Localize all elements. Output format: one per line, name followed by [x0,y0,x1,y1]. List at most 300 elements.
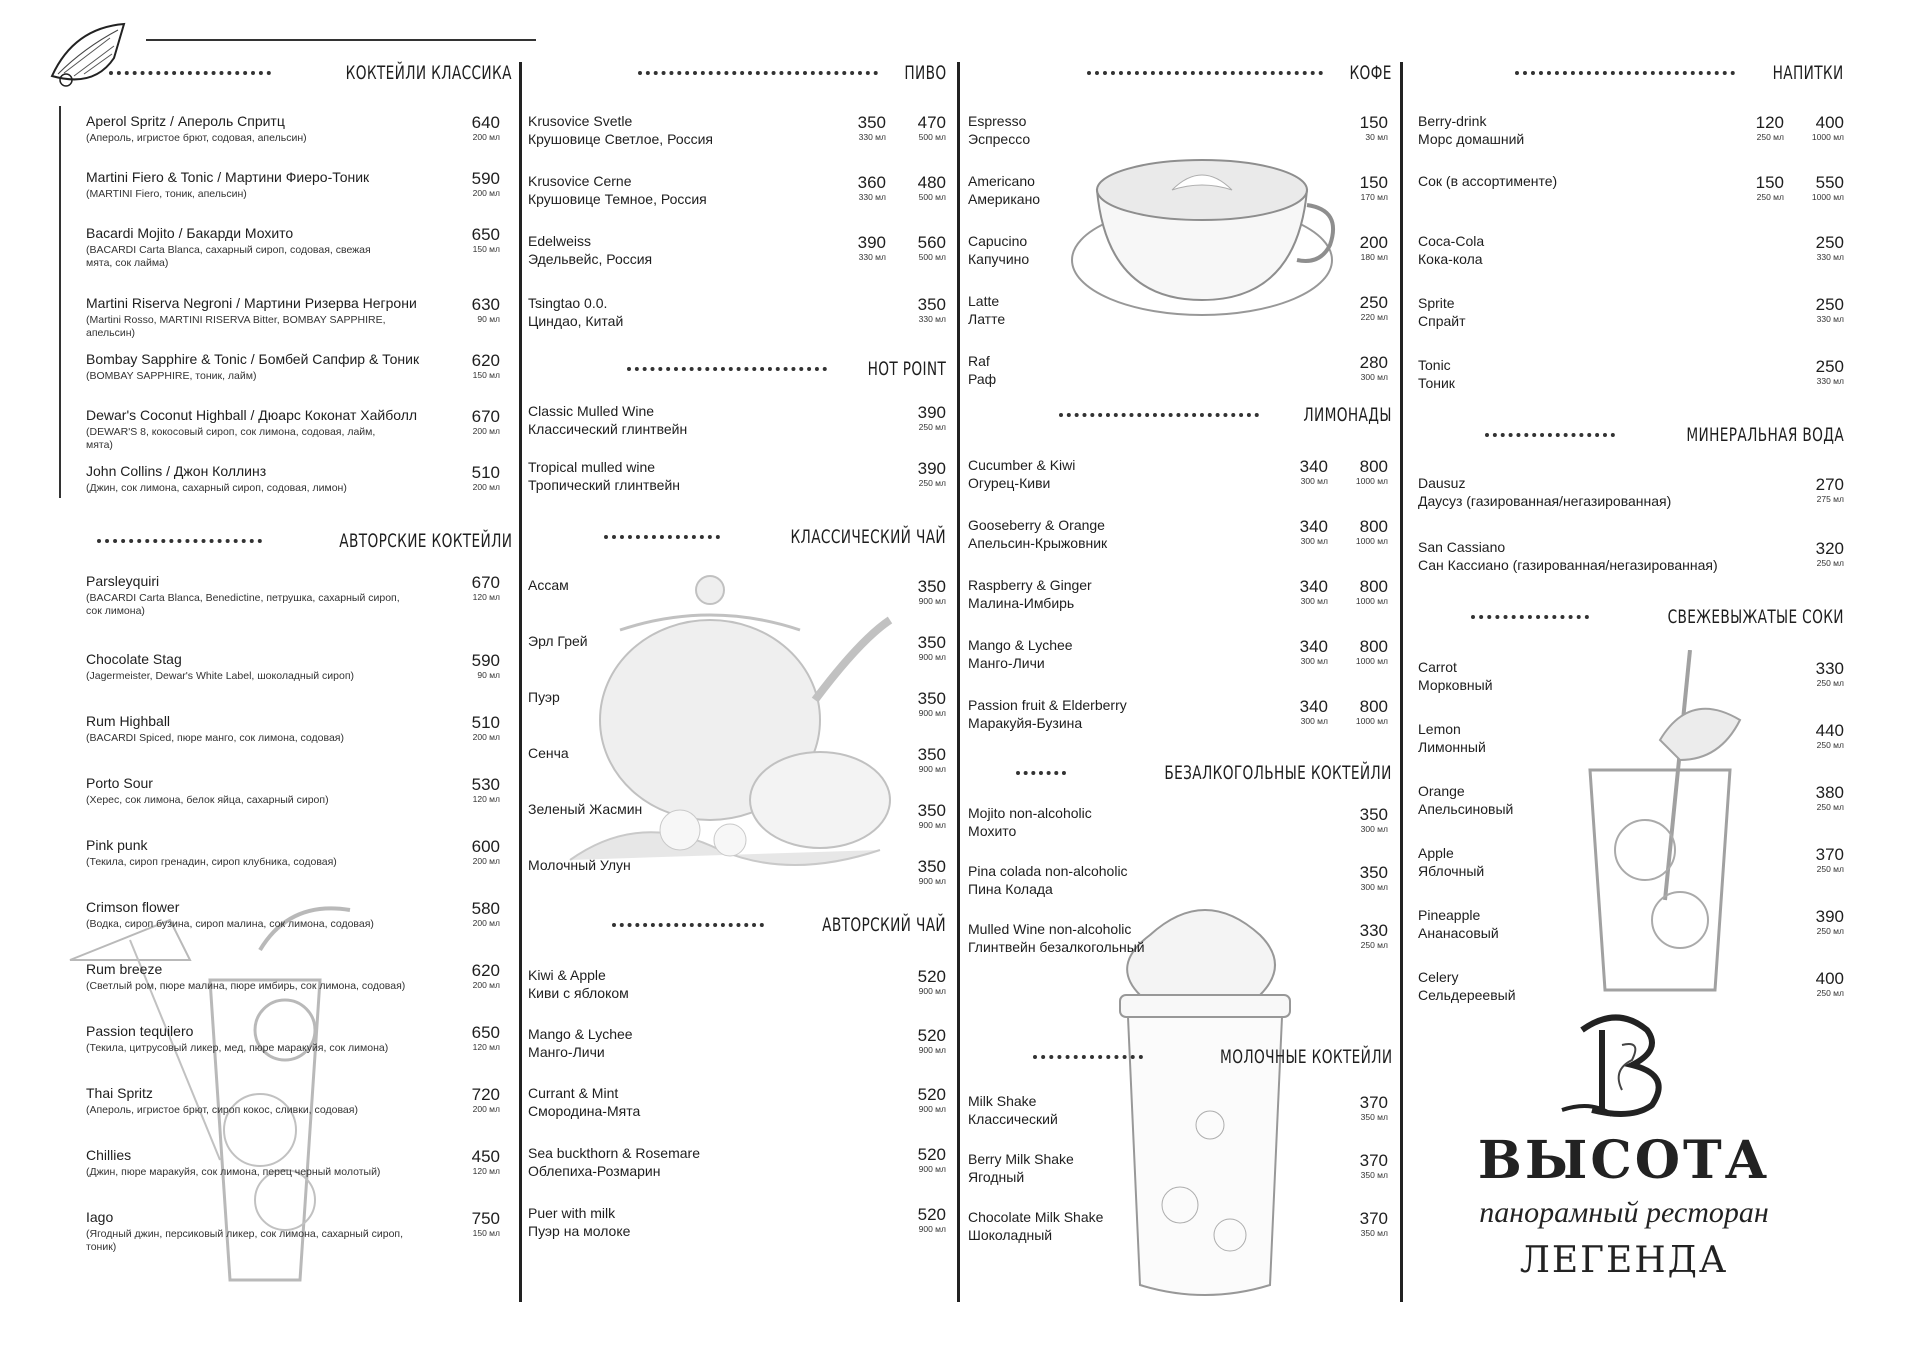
price-value: 250 [1815,295,1844,314]
price-value: 800 [1359,457,1388,476]
price [446,114,500,142]
price-value: 340 [1299,517,1328,536]
item-name: Apple [1418,845,1454,861]
teapot-illustration [560,560,920,880]
price-value: 280 [1359,353,1388,372]
menu-item [528,1144,946,1180]
price [1274,578,1328,606]
price-value: 370 [1359,1151,1388,1170]
price-value: 350 [1359,805,1388,824]
price [1334,518,1388,546]
item-name: Chillies [86,1147,132,1163]
price-value: 520 [917,1085,946,1104]
volume: 900 мл [918,652,946,662]
price [1790,846,1844,874]
section-title: HOT POINT [867,358,946,380]
price-value: 650 [471,225,500,244]
volume: 900 мл [918,820,946,830]
item-name: San Cassiano [1418,539,1506,555]
price [892,1086,946,1114]
logo-monogram-icon [1552,1010,1682,1120]
price-value: 340 [1299,637,1328,656]
item-name: Crimson flower [86,899,180,915]
price-value: 800 [1359,517,1388,536]
item-name: Sprite [1418,295,1455,311]
heading-dots [638,71,878,75]
item-description: (Martini Rosso, MARTINI RISERVA Bitter, BOMBAY SAPPHIRE, апельсин) [86,314,386,339]
price [446,962,500,990]
volume: 275 мл [1816,494,1844,504]
heading-dots [1033,1055,1143,1059]
menu-item [968,352,1392,388]
juice-glass-illustration [1570,650,1750,1000]
volume: 330 мл [1816,314,1844,324]
menu-item [86,224,512,270]
volume: 1000 мл [1355,596,1388,606]
price-value: 390 [917,459,946,478]
price-value: 750 [471,1209,500,1228]
item-name: Pina colada non-alcoholic [968,863,1128,879]
price [1790,784,1844,812]
price [446,1086,500,1114]
price-value: 530 [471,775,500,794]
price-value: 800 [1359,637,1388,656]
item-name: Молочный Улун [528,857,631,873]
item-name: Mojito non-alcoholic [968,805,1092,821]
item-name: Пуэр [528,689,560,705]
price [1790,234,1844,262]
volume: 120 мл [472,592,500,602]
menu-item [528,688,946,718]
price [1334,864,1388,892]
volume: 200 мл [472,482,500,492]
section-heading-milkshakes [968,1044,1392,1070]
menu-item [1418,112,1844,148]
menu-item [1418,356,1844,392]
price-value: 200 [1359,233,1388,252]
volume: 350 мл [1360,1228,1388,1238]
menu-item [528,966,946,1002]
price [1790,722,1844,750]
menu-item [1418,538,1844,574]
section-title: КОФЕ [1349,62,1392,84]
item-name-ru: Классический глинтвейн [528,421,688,437]
item-name: Carrot [1418,659,1457,675]
item-name-ru: Апельсиновый [1418,801,1514,817]
item-name: Krusovice Svetle [528,113,633,129]
menu-item [528,112,946,148]
volume: 1000 мл [1811,132,1844,142]
price [446,900,500,928]
menu-item [86,1022,512,1055]
item-name: Berry Milk Shake [968,1151,1074,1167]
price-value: 580 [471,899,500,918]
volume: 250 мл [1816,678,1844,688]
menu-item [528,856,946,886]
volume: 330 мл [1816,376,1844,386]
price [832,114,886,142]
item-description: (DEWAR'S 8, кокосовый сироп, сок лимона, содовая, лайм, мята) [86,426,376,451]
price-value: 120 [1755,113,1784,132]
price-value: 350 [917,295,946,314]
item-name-ru: Ягодный [968,1169,1025,1185]
item-name: Pineapple [1418,907,1481,923]
volume: 900 мл [918,986,946,996]
price [1274,638,1328,666]
menu-item [968,1208,1392,1244]
section-heading-nonalc_cocktails [968,760,1392,786]
volume: 1000 мл [1811,192,1844,202]
column-divider-3 [1400,62,1403,1302]
volume: 200 мл [472,980,500,990]
item-name: Chocolate Milk Shake [968,1209,1104,1225]
volume: 200 мл [472,1104,500,1114]
item-description: (MARTINI Fiero, тоник, апельсин) [86,188,247,200]
volume: 330 мл [918,314,946,324]
top-rule [146,39,536,41]
price [1334,234,1388,262]
logo-subtitle: панорамный ресторан [1479,1196,1769,1229]
price-value: 520 [917,967,946,986]
item-name: Puer with milk [528,1205,616,1221]
menu-item [86,1146,512,1179]
price [1334,1152,1388,1180]
item-name-ru: Пина Колада [968,881,1053,897]
item-name: Tonic [1418,357,1451,373]
price-value: 340 [1299,457,1328,476]
item-name-ru: Глинтвейн безалкогольный [968,939,1145,955]
item-name-ru: Яблочный [1418,863,1485,879]
price [892,404,946,432]
section-title: МОЛОЧНЫЕ КОКТЕЙЛИ [1219,1046,1392,1068]
column-divider-1 [519,62,522,1302]
price [1790,540,1844,568]
menu-item [528,576,946,606]
volume: 330 мл [858,252,886,262]
item-name: Ассам [528,577,569,593]
menu-item [528,402,946,438]
price-value: 340 [1299,697,1328,716]
volume: 330 мл [858,192,886,202]
menu-item [1418,232,1844,268]
classic-cocktails-side-rule [59,106,61,498]
item-name: Rum breeze [86,961,163,977]
volume: 300 мл [1300,656,1328,666]
item-name: Raspberry & Ginger [968,577,1092,593]
price-value: 150 [1755,173,1784,192]
menu-item [528,458,946,494]
section-title: СВЕЖЕВЫЖАТЫЕ СОКИ [1667,606,1844,628]
price [892,1027,946,1055]
section-title: АВТОРСКИЙ ЧАЙ [822,914,946,936]
item-description: (Херес, сок лимона, белок яйца, сахарный сироп) [86,794,329,806]
volume: 150 мл [472,244,500,254]
price-value: 370 [1359,1209,1388,1228]
item-name-ru: Тоник [1418,375,1455,391]
volume: 900 мл [918,1164,946,1174]
volume: 30 мл [1365,132,1388,142]
heading-dots [97,539,262,543]
volume: 220 мл [1360,312,1388,322]
price [892,968,946,996]
volume: 250 мл [1816,802,1844,812]
item-name: Latte [968,293,1000,309]
section-title: АВТОРСКИЕ КОКТЕЙЛИ [338,530,512,552]
item-description: (BACARDI Spiced, пюре манго, сок лимона, содовая) [86,732,344,744]
price [1274,698,1328,726]
price [1790,970,1844,998]
section-heading-mineral_water [1418,422,1844,448]
item-name: Tsingtao 0.0. [528,295,608,311]
price [832,234,886,262]
price-value: 800 [1359,577,1388,596]
item-name-ru: Циндао, Китай [528,313,624,329]
item-name: Rum Highball [86,713,171,729]
heading-dots [612,923,764,927]
price [446,1024,500,1052]
item-name: Эрл Грей [528,633,588,649]
section-heading-cocktails_author [86,528,512,554]
price [446,776,500,804]
price [1730,174,1784,202]
volume: 500 мл [918,132,946,142]
item-name-ru: Спрайт [1418,313,1466,329]
item-name: Edelweiss [528,233,592,249]
item-name: Capucino [968,233,1028,249]
price [892,1146,946,1174]
item-name-ru: Манго-Личи [968,655,1045,671]
menu-item [1418,474,1844,510]
menu-item [86,898,512,931]
item-name: Iago [86,1209,114,1225]
price [892,114,946,142]
item-name: Mango & Lychee [968,637,1073,653]
price-value: 590 [471,651,500,670]
item-description: (Джин, пюре маракуйя, сок лимона, перец черный молотый) [86,1166,381,1178]
item-name: Currant & Mint [528,1085,619,1101]
item-name-ru: Мохито [968,823,1017,839]
price [1790,660,1844,688]
section-title: КОКТЕЙЛИ КЛАССИКА [345,62,512,84]
volume: 250 мл [1816,558,1844,568]
price [1334,354,1388,382]
price [892,634,946,662]
menu-item [528,294,946,330]
menu-item [968,292,1392,328]
volume: 350 мл [1360,1112,1388,1122]
volume: 1000 мл [1355,656,1388,666]
price [446,408,500,436]
price [446,296,500,324]
volume: 900 мл [918,876,946,886]
volume: 200 мл [472,856,500,866]
price-value: 350 [917,745,946,764]
price-value: 320 [1815,539,1844,558]
item-name: Passion fruit & Elderberry [968,697,1127,713]
volume: 250 мл [1816,864,1844,874]
menu-item [1418,906,1844,942]
menu-item [968,862,1392,898]
item-name-ru: Даусуз (газированная/негазированная) [1418,493,1672,509]
item-name: Classic Mulled Wine [528,403,655,419]
price-value: 450 [471,1147,500,1166]
volume: 500 мл [918,192,946,202]
heading-dots [1515,71,1735,75]
price-value: 370 [1815,845,1844,864]
price-value: 270 [1815,475,1844,494]
price-value: 380 [1815,783,1844,802]
restaurant-logo [1434,1010,1814,1290]
menu-item [1418,844,1844,880]
item-name: Aperol Spritz / Апероль Спритц [86,113,285,129]
menu-item [1418,720,1844,756]
price-value: 400 [1815,969,1844,988]
price-value: 560 [917,233,946,252]
menu-item [528,744,946,774]
price-value: 670 [471,407,500,426]
volume: 250 мл [1816,988,1844,998]
column-divider-2 [957,62,960,1302]
menu-item [528,1084,946,1120]
item-name-ru: Лимонный [1418,739,1486,755]
heading-dots [1059,413,1259,417]
volume: 250 мл [1756,132,1784,142]
volume: 300 мл [1300,596,1328,606]
price-value: 350 [857,113,886,132]
menu-item [1418,968,1844,1004]
volume: 900 мл [918,764,946,774]
volume: 120 мл [472,1166,500,1176]
price-value: 480 [917,173,946,192]
price-value: 350 [917,577,946,596]
item-name-ru: Пуэр на молоке [528,1223,631,1239]
price [446,170,500,198]
price [892,690,946,718]
item-name: Americano [968,173,1035,189]
section-heading-drinks [1418,60,1844,86]
item-name-ru: Маракуйя-Бузина [968,715,1083,731]
volume: 150 мл [472,370,500,380]
menu-item [86,1208,512,1254]
volume: 200 мл [472,918,500,928]
price [1334,806,1388,834]
menu-item [86,294,512,340]
item-name: Martini Fiero & Tonic / Мартини Фиеро-Тоник [86,169,370,185]
price-value: 620 [471,351,500,370]
volume: 300 мл [1360,882,1388,892]
price [1334,174,1388,202]
item-name: Raf [968,353,990,369]
menu-item [86,406,512,452]
section-title: ЛИМОНАДЫ [1303,404,1392,426]
price-value: 370 [1359,1093,1388,1112]
item-name: Сок (в ассортименте) [1418,173,1558,189]
menu-item [86,1084,512,1117]
menu-item [968,516,1392,552]
price [1790,476,1844,504]
item-name: Thai Spritz [86,1085,153,1101]
menu-item [1418,782,1844,818]
menu-item [968,1092,1392,1128]
volume: 150 мл [472,1228,500,1238]
item-name: Espresso [968,113,1027,129]
price-value: 800 [1359,697,1388,716]
item-name: Orange [1418,783,1465,799]
section-heading-author_tea [528,912,946,938]
heading-dots [627,367,827,371]
price [1274,458,1328,486]
price [446,464,500,492]
price-value: 520 [917,1145,946,1164]
item-description: (Светлый ром, пюре малина, пюре имбирь, сок лимона, содовая) [86,980,406,992]
menu-item [968,1150,1392,1186]
item-name-ru: Морковный [1418,677,1493,693]
price [446,1210,500,1238]
item-name: Sea buckthorn & Rosemare [528,1145,700,1161]
item-name-ru: Эдельвейс, Россия [528,251,653,267]
price-value: 670 [471,573,500,592]
item-name-ru: Раф [968,371,997,387]
price [446,226,500,254]
item-description: (Текила, сироп гренадин, сироп клубника, содовая) [86,856,337,868]
item-name-ru: Крушовице Темное, Россия [528,191,707,207]
item-name: Mango & Lychee [528,1026,633,1042]
volume: 1000 мл [1355,536,1388,546]
item-name: Lemon [1418,721,1461,737]
item-name-ru: Эспрессо [968,131,1031,147]
item-name-ru: Смородина-Мята [528,1103,641,1119]
item-description: (BACARDI Carta Blanca, сахарный сироп, содовая, свежая мята, сок лайма) [86,244,371,269]
item-name: Kiwi & Apple [528,967,606,983]
item-name: Krusovice Cerne [528,173,632,189]
price [892,234,946,262]
menu-item [968,456,1392,492]
price-value: 150 [1359,113,1388,132]
volume: 120 мл [472,1042,500,1052]
volume: 180 мл [1360,252,1388,262]
price [446,838,500,866]
item-name-ru: Апельсин-Крыжовник [968,535,1108,551]
volume: 350 мл [1360,1170,1388,1180]
item-name-ru: Классический [968,1111,1058,1127]
price [446,574,500,602]
price [832,174,886,202]
item-name-ru: Кока-кола [1418,251,1483,267]
logo-title: ВЫСОТА [1477,1130,1771,1191]
volume: 300 мл [1300,536,1328,546]
menu-item [968,576,1392,612]
menu-item [968,804,1392,840]
menu-item [968,636,1392,672]
item-name-ru: Тропический глинтвейн [528,477,681,493]
volume: 300 мл [1360,372,1388,382]
price [1790,296,1844,324]
volume: 120 мл [472,794,500,804]
item-description: (Водка, сироп бузина, сироп малина, сок лимона, содовая) [86,918,374,930]
item-name: Mulled Wine non-alcoholic [968,921,1132,937]
item-name-ru: Шоколадный [968,1227,1053,1243]
volume: 250 мл [1360,940,1388,950]
item-name: Dausuz [1418,475,1466,491]
price-value: 720 [471,1085,500,1104]
price [1334,638,1388,666]
item-name-ru: Облепиха-Розмарин [528,1163,661,1179]
volume: 900 мл [918,1104,946,1114]
volume: 300 мл [1300,716,1328,726]
menu-item [528,172,946,208]
section-title: МИНЕРАЛЬНАЯ ВОДА [1686,424,1844,446]
price [446,352,500,380]
